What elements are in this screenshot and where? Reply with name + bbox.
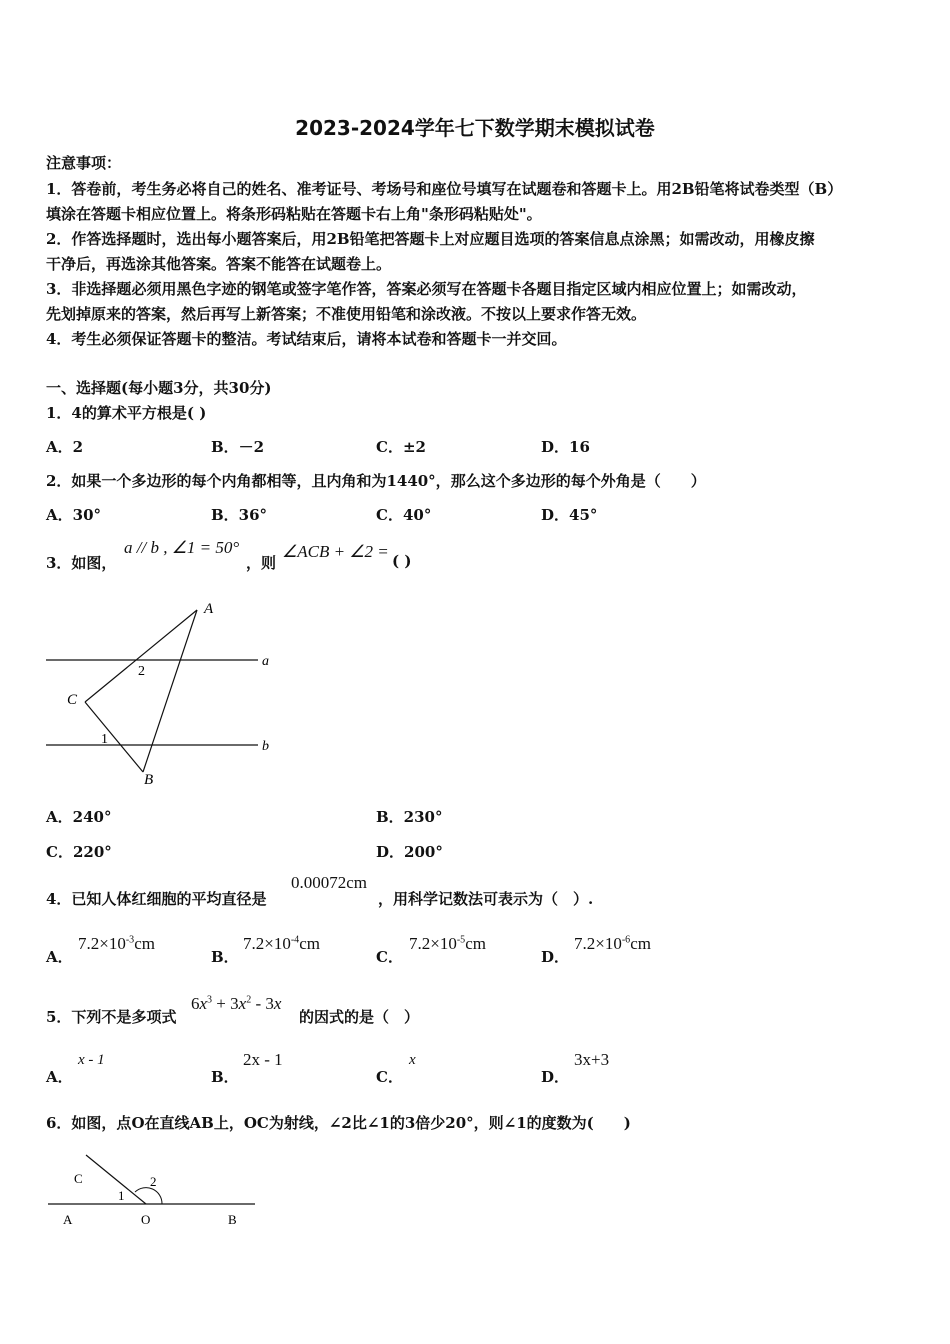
segment-ac bbox=[85, 610, 197, 702]
q4-label-a: A． bbox=[46, 948, 73, 966]
q1-option-c: C．±2 bbox=[376, 438, 426, 456]
q4-suffix: ，用科学记数法可表示为（ ）. bbox=[378, 890, 594, 908]
label-angle-2: 2 bbox=[150, 1174, 157, 1189]
q3-option-b: B．230° bbox=[376, 808, 443, 826]
segment-cb bbox=[85, 702, 143, 772]
q4-label-c: C． bbox=[376, 948, 403, 966]
q5-option-d: 3x+3 bbox=[574, 1050, 610, 1069]
q2-option-c: C．40° bbox=[376, 506, 432, 524]
q4-option-d: $7.2\times 10^{-6}cm$ bbox=[574, 934, 651, 953]
q2-option-a: A．30° bbox=[46, 506, 102, 524]
q1-option-b: B．－2 bbox=[211, 438, 265, 456]
label-angle-1: 1 bbox=[118, 1188, 125, 1203]
q3-option-c: C．220° bbox=[46, 843, 112, 861]
q4-option-c: $7.2\times 10^{-5}cm$ bbox=[409, 934, 486, 953]
ray-oc bbox=[86, 1155, 146, 1204]
q3-expression: ∠ACB + ∠2 = bbox=[282, 542, 389, 561]
q3-suffix: ( ) bbox=[392, 552, 412, 570]
q5-label-c: C． bbox=[376, 1068, 403, 1086]
question-3-prefix: 3．如图， bbox=[46, 554, 117, 572]
q5-polynomial: $6x^3 + 3x^2 - 3x$ bbox=[191, 994, 282, 1013]
notes-line: 填涂在答题卡相应位置上。将条形码粘贴在答题卡右上角"条形码粘贴处"。 bbox=[46, 205, 542, 223]
q5-option-b: 2x - 1 bbox=[243, 1050, 283, 1069]
label-line-a: a bbox=[262, 654, 269, 669]
label-a: A bbox=[63, 1212, 73, 1227]
q6-figure bbox=[40, 1150, 270, 1240]
q5-label-d: D． bbox=[541, 1068, 570, 1086]
q4-value: 0.00072cm bbox=[291, 873, 368, 892]
label-o: O bbox=[141, 1212, 151, 1227]
q1-option-a: A．2 bbox=[46, 438, 84, 456]
q5-option-a: x - 1 bbox=[78, 1052, 105, 1068]
notes-line: 3．非选择题必须用黑色字迹的钢笔或签字笔作答，答案必须写在答题卡各题目指定区域内相应位置上；如需改动， bbox=[46, 280, 807, 298]
label-c: C bbox=[74, 1171, 83, 1186]
page-title: 2023-2024学年七下数学期末模拟试卷 bbox=[295, 116, 655, 140]
segment-ab bbox=[143, 610, 197, 772]
q3-condition: a // b , ∠1 = 50° bbox=[124, 538, 240, 557]
notes-line: 4．考生必须保证答题卡的整洁。考试结束后，请将本试卷和答题卡一并交回。 bbox=[46, 330, 567, 348]
label-angle-1: 1 bbox=[101, 732, 108, 747]
notes-line: 干净后，再选涂其他答案。答案不能答在试题卷上。 bbox=[46, 255, 392, 273]
arc-angle-2 bbox=[135, 1188, 162, 1204]
q3-mid: ，则 bbox=[246, 554, 277, 572]
label-line-b: b bbox=[262, 739, 269, 754]
label-b: B bbox=[228, 1212, 237, 1227]
label-a: A bbox=[204, 601, 214, 617]
notes-heading: 注意事项： bbox=[46, 154, 122, 172]
label-b: B bbox=[144, 772, 154, 788]
label-c: C bbox=[67, 692, 78, 708]
q1-option-d: D．16 bbox=[541, 438, 590, 456]
notes-line: 2．作答选择题时，选出每小题答案后，用2B铅笔把答题卡上对应题目选项的答案信息点涂黑；如需改动，用橡皮擦 bbox=[46, 230, 815, 248]
q2-option-b: B．36° bbox=[211, 506, 268, 524]
label-angle-2: 2 bbox=[138, 664, 145, 679]
question-5-prefix: 5．下列不是多项式 bbox=[46, 1008, 177, 1026]
q4-option-b: $7.2\times 10^{-4}cm$ bbox=[243, 934, 320, 953]
notes-line: 先划掉原来的答案，然后再写上新答案；不准使用铅笔和涂改液。不按以上要求作答无效。 bbox=[46, 305, 647, 323]
q3-figure bbox=[40, 595, 290, 795]
q5-label-b: B． bbox=[211, 1068, 239, 1086]
q4-label-b: B． bbox=[211, 948, 239, 966]
question-4-prefix: 4．已知人体红细胞的平均直径是 bbox=[46, 890, 267, 908]
q5-option-c: x bbox=[409, 1052, 416, 1068]
q4-option-a: $7.2\times 10^{-3}cm$ bbox=[78, 934, 155, 953]
q3-option-a: A．240° bbox=[46, 808, 112, 826]
q5-suffix: 的因式的是（ ） bbox=[299, 1008, 420, 1026]
section-heading: 一、选择题(每小题3分，共30分) bbox=[46, 379, 272, 397]
question-2-stem: 2．如果一个多边形的每个内角都相等，且内角和为1440°，那么这个多边形的每个外角是（ ） bbox=[46, 472, 706, 490]
q4-label-d: D． bbox=[541, 948, 570, 966]
q5-label-a: A． bbox=[46, 1068, 73, 1086]
question-1-stem: 1．4的算术平方根是( ) bbox=[46, 404, 207, 422]
q3-option-d: D．200° bbox=[376, 843, 443, 861]
q2-option-d: D．45° bbox=[541, 506, 598, 524]
question-6-stem: 6．如图，点O在直线AB上，OC为射线，∠2比∠1的3倍少20°，则∠1的度数为( ) bbox=[46, 1114, 631, 1132]
notes-line: 1．答卷前，考生务必将自己的姓名、准考证号、考场号和座位号填写在试题卷和答题卡上。用2B铅笔将试卷类型（B） bbox=[46, 180, 843, 198]
